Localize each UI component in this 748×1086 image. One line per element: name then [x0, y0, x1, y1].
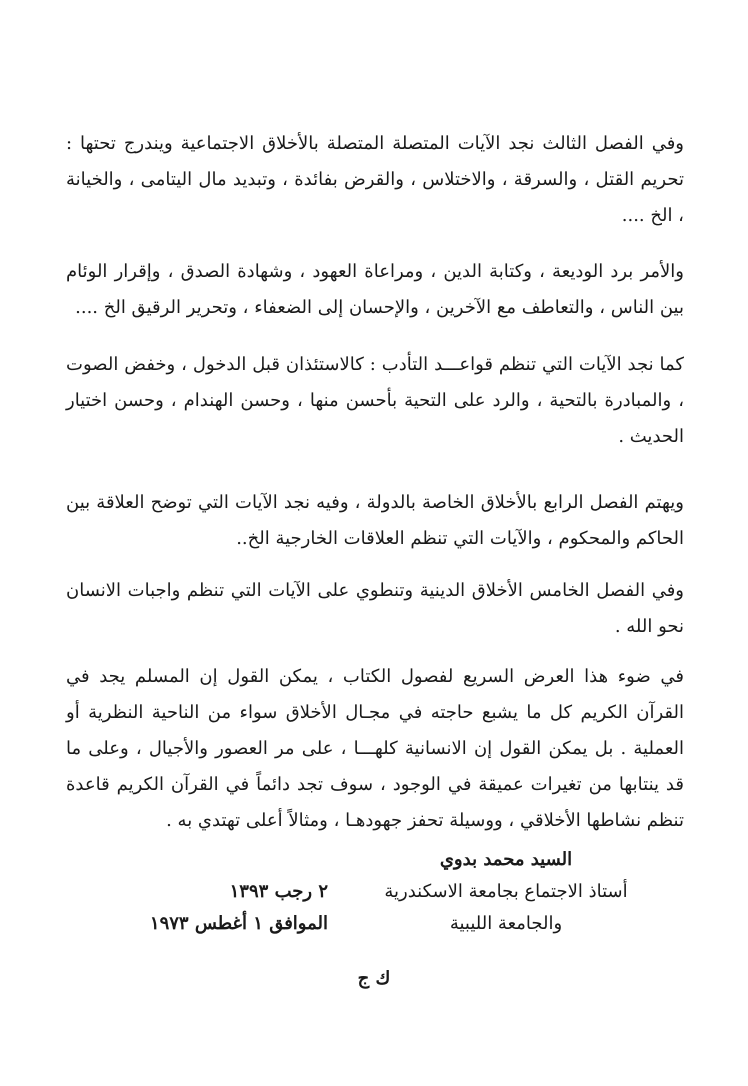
date-hijri: ٢ رجب ١٣٩٣: [229, 881, 328, 902]
paragraph-chapter-five: وفي الفصل الخامس الأخلاق الدينية وتنطوي على الآيات التي تنظم واجبات الانسان نحو الله .: [66, 580, 684, 637]
paragraph-chapter-three: وفي الفصل الثالث نجد الآيات المتصلة المتصلة بالأخلاق الاجتماعية ويندرج تحتها : تحريم القتل ، والسرقة ، والاختلاس ، والقرض بفائدة ، وتبديد مال اليتامى ، والخيانة ، الخ ....: [66, 133, 684, 226]
author-title: أستاذ الاجتماع بجامعة الاسكندرية: [384, 881, 628, 902]
paragraph-deposit-and-debts: والأمر برد الوديعة ، وكتابة الدين ، ومراعاة العهود ، وشهادة الصدق ، وإقرار الوئام بين الناس ، والتعاطف مع الآخرين ، والإحسان إلى الضعفاء ، وتحرير الرقيق الخ ....: [66, 261, 684, 318]
paragraph-chapter-four: ويهتم الفصل الرابع بالأخلاق الخاصة بالدولة ، وفيه نجد الآيات التي توضح العلاقة بين الحاكم والمحكوم ، والآيات التي تنظم العلاقات الخارجية الخ..: [66, 492, 684, 549]
date-block: [98, 876, 328, 940]
author-name: السيد محمد بدوي: [439, 849, 573, 870]
paragraph-etiquette: كما نجد الآيات التي تنظم قواعـــد التأدب : كالاستئذان قبل الدخول ، وخفض الصوت ، والمبادرة بالتحية ، والرد على التحية بأحسن منها ، وحسن الهندام ، وحسن اختيار الحديث .: [66, 354, 685, 447]
paragraph-conclusion: في ضوء هذا العرض السريع لفصول الكتاب ، يمكن القول إن المسلم يجد في القرآن الكريم كل ما يشبع حاجته في مجـال الأخلاق سواء من الناحية النظرية أو العملية . بل يمكن القول إن الانسانية كلهـــا ، على مر العصور والأجيال ، وعلى ما قد ينتابها من تغيرات عميقة في الوجود ، سوف تجد دائماً في القرآن الكريم قاعدة تنظم نشاطها الأخلاقي ، ووسيلة تحفز جهودهـا ، ومثالاً أعلى تهتدي به .: [66, 666, 684, 831]
date-gregorian: الموافق ١ أغطس ١٩٧٣: [149, 913, 328, 934]
author-affiliation: والجامعة الليبية: [449, 913, 563, 934]
page-number: ك ج: [357, 968, 391, 989]
signature-block: [66, 844, 684, 944]
document-body: [66, 126, 684, 839]
author-block: [376, 844, 636, 940]
